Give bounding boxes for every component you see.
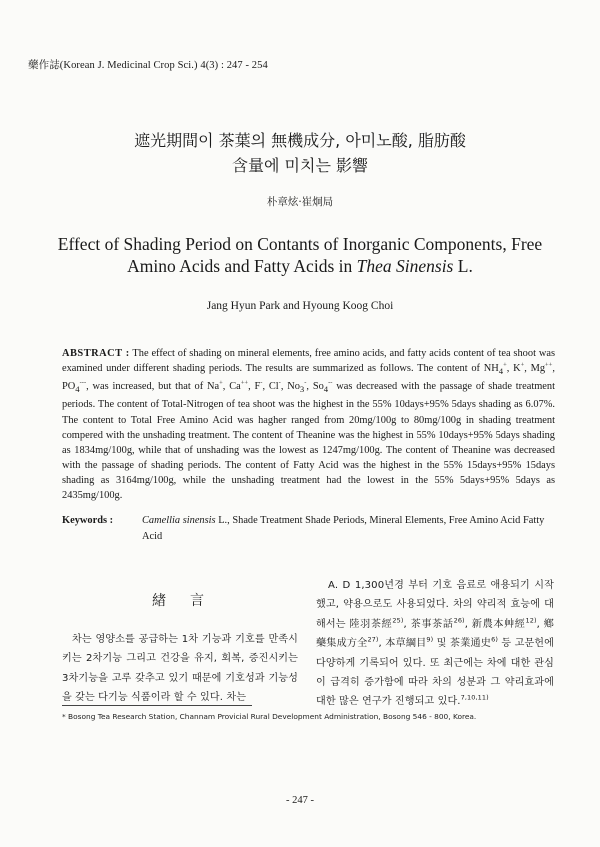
- abstract-text: , Ca: [222, 381, 241, 393]
- superscript: --: [328, 379, 333, 387]
- keywords: [62, 513, 555, 544]
- superscript: -: [304, 379, 307, 387]
- english-title-line-2: [20, 255, 580, 277]
- superscript: ++: [545, 361, 553, 369]
- abstract-label: ABSTRACT :: [62, 348, 130, 359]
- abstract-text: , PO: [62, 363, 555, 393]
- subscript: 3: [299, 384, 305, 395]
- korean-title: [0, 128, 600, 178]
- species-name: Thea Sinensis: [356, 256, 454, 276]
- keywords-label: Keywords :: [62, 515, 114, 526]
- english-title: [20, 233, 580, 277]
- superscript: -: [260, 379, 263, 387]
- subscript: 4: [323, 384, 329, 395]
- intro-left-column: [62, 590, 298, 708]
- subscript: 4: [75, 384, 80, 395]
- citation: 12): [525, 616, 537, 625]
- korean-title-line-1: 遮光期間이 茶葉의 無機成分, 아미노酸, 脂肪酸: [134, 131, 466, 150]
- korean-title-line-2: 含量에 미치는 影響: [232, 156, 368, 175]
- superscript: ---: [79, 379, 87, 387]
- english-title-suffix: L.: [453, 256, 473, 276]
- abstract-text: , No: [280, 381, 300, 393]
- intro-left-text: 차는 영양소를 공급하는 1차 기능과 기호를 만족시키는 2차기능 그리고 건강을 유지, 회복, 증진시키는 3차기능을 고루 갖추고 있기 때문에 기호성과 기능성을 갖는 다기능 식품이라 할 수 있다. 차는: [62, 634, 298, 704]
- abstract-text: , Mg: [524, 363, 546, 375]
- journal-header: 藥作誌(Korean J. Medicinal Crop Sci.) 4(3) : 247 - 254: [28, 60, 268, 71]
- keyword-species: Camellia sinensis: [142, 515, 216, 526]
- page-number: - 247 -: [286, 795, 314, 806]
- abstract-text: The effect of shading on mineral elements, free amino acids, and fatty acids content of tea shoot was examined under different shading periods. The results are summarized as follows. The content of NH: [62, 348, 555, 375]
- intro-right-text: [316, 576, 554, 712]
- abstract: [62, 346, 555, 503]
- citation: 9): [426, 635, 434, 644]
- body-text: , 本草綱目: [378, 638, 427, 650]
- keywords-value: [142, 513, 552, 544]
- english-title-prefix: Amino Acids and Fatty Acids in: [127, 256, 357, 276]
- intro-right-column: [316, 576, 554, 712]
- abstract-text: was decreased with the passage of shade treatment periods. The content of Total-Nitrogen of tea shoot was the highest in the 55% 10days+95% 5days shading as 6.07%. The content to Total Free Amino Acid was hagher ranged from 20mg/100g to 80mg/100g in shading treatment compered with the unshading treatment. The content of Theanine was the highest in 55% 10days+95% 5days shading as 1834mg/100g, while that of unshading was the lowest as 1247mg/100g. The content of Theanine was decreased with the passage of shading periods. The content of Fatty Acid was the highest in the 55% 15days+95% 15days shading as 3164mg/100g, while the unshading treatment had the lowest in the 55% 5days+95% 5days as 2435mg/100g.: [62, 381, 555, 501]
- footnote: * Bosong Tea Research Station, Channam Provicial Rural Development Administration, Bosong 546 - 800, Korea.: [62, 712, 477, 721]
- body-text: 및 茶業通史: [433, 638, 492, 650]
- keyword-list: L., Shade Treatment Shade Periods, Mineral Elements, Free Amino Acid Fatty Acid: [142, 515, 545, 542]
- body-text: , 新農本艸經: [464, 618, 526, 630]
- superscript: +: [219, 379, 223, 387]
- citation: 26): [453, 616, 465, 625]
- citation: 6): [491, 635, 498, 644]
- english-authors: Jang Hyun Park and Hyoung Koog Choi: [206, 300, 394, 312]
- superscript: +: [503, 361, 507, 369]
- abstract-text: , was increased, but that of Na: [86, 381, 220, 393]
- superscript: -: [278, 379, 281, 387]
- superscript: +: [520, 361, 525, 369]
- abstract-text: , F: [248, 381, 261, 393]
- citation: 25): [392, 616, 404, 625]
- body-text: 등 고문헌에 다양하게 기록되어 있다. 또 최근에는 차에 대한 관심이 급격히 증가함에 따라 차의 성분과 그 약리효과에 대한 많은 연구가 진행되고 있다.: [316, 638, 555, 708]
- body-text: , 鄕藥集成方全: [316, 618, 554, 650]
- english-title-line-1: Effect of Shading Period on Contants of Inorganic Components, Free: [57, 234, 543, 254]
- abstract-text: , Cl: [262, 381, 279, 393]
- body-text: A. D 1,300년경 부터 기호 음료로 애용되기 시작했고, 약용으로도 사용되었다. 차의 약리적 효능에 대해서는 陸羽茶經: [316, 580, 554, 630]
- abstract-text: , So: [306, 381, 324, 393]
- superscript: ++: [240, 379, 249, 387]
- section-heading: 緖言: [152, 593, 228, 609]
- citation: 7,10,11): [460, 694, 489, 703]
- body-text: , 茶事茶話: [403, 618, 454, 630]
- korean-authors: 朴章炫·崔炯局: [266, 196, 334, 208]
- subscript: 4: [498, 366, 504, 377]
- abstract-text: , K: [506, 363, 521, 375]
- citation: 27): [367, 635, 379, 644]
- footnote-rule: [62, 705, 252, 706]
